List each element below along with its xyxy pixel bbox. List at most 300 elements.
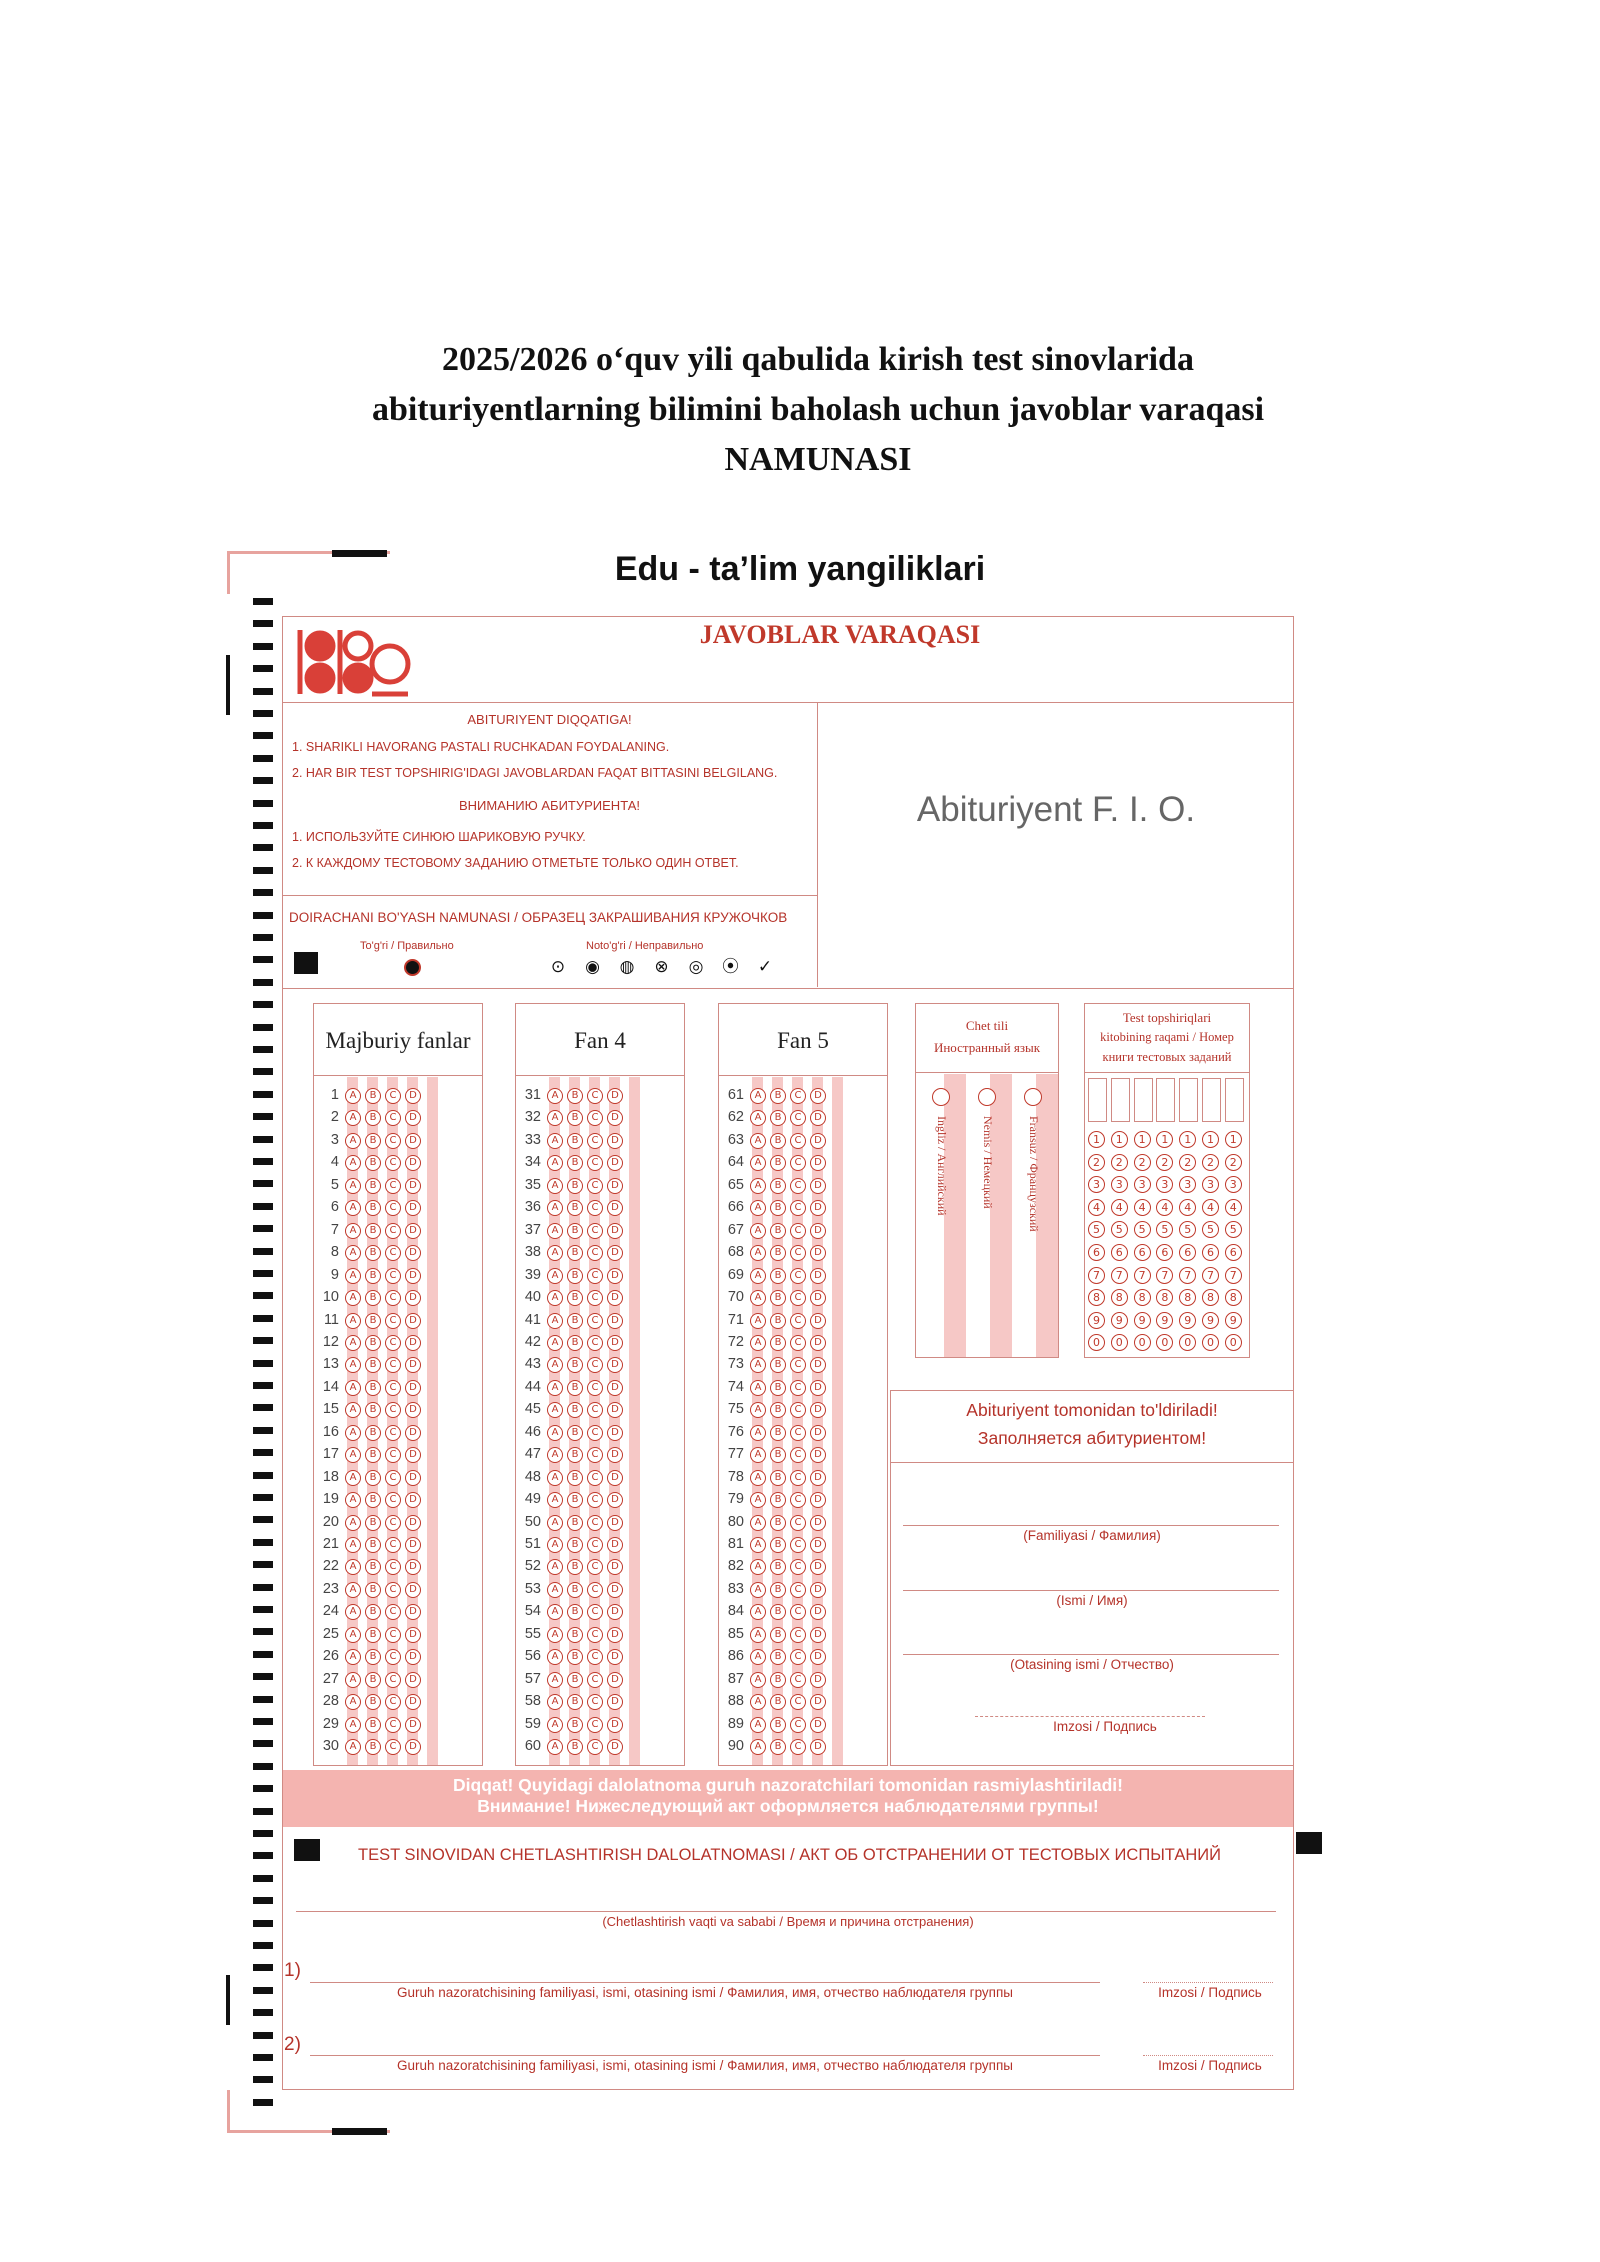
- book-digit-bubble[interactable]: 9: [1225, 1312, 1242, 1329]
- answer-bubble[interactable]: C: [587, 1313, 603, 1329]
- answer-bubble[interactable]: D: [607, 1537, 623, 1553]
- answer-bubble[interactable]: C: [587, 1717, 603, 1733]
- answer-bubble[interactable]: D: [810, 1470, 826, 1486]
- answer-bubble[interactable]: B: [567, 1155, 583, 1171]
- answer-bubble[interactable]: A: [750, 1088, 766, 1104]
- answer-bubble[interactable]: D: [810, 1335, 826, 1351]
- answer-bubble[interactable]: D: [405, 1155, 421, 1171]
- answer-bubble[interactable]: A: [750, 1178, 766, 1194]
- answer-bubble[interactable]: B: [567, 1559, 583, 1575]
- answer-bubble[interactable]: B: [770, 1492, 786, 1508]
- book-digit-bubble[interactable]: 6: [1111, 1244, 1128, 1261]
- book-digit-bubble[interactable]: 9: [1088, 1312, 1105, 1329]
- answer-bubble[interactable]: B: [567, 1604, 583, 1620]
- book-digit-bubble[interactable]: 0: [1156, 1334, 1173, 1351]
- answer-bubble[interactable]: D: [405, 1447, 421, 1463]
- book-digit-bubble[interactable]: 2: [1202, 1154, 1219, 1171]
- answer-bubble[interactable]: B: [567, 1223, 583, 1239]
- answer-bubble[interactable]: C: [790, 1380, 806, 1396]
- answer-bubble[interactable]: A: [750, 1110, 766, 1126]
- answer-bubble[interactable]: D: [607, 1582, 623, 1598]
- answer-bubble[interactable]: A: [750, 1223, 766, 1239]
- answer-bubble[interactable]: D: [810, 1515, 826, 1531]
- answer-bubble[interactable]: D: [810, 1268, 826, 1284]
- answer-bubble[interactable]: C: [587, 1492, 603, 1508]
- answer-bubble[interactable]: A: [345, 1627, 361, 1643]
- answer-bubble[interactable]: B: [770, 1110, 786, 1126]
- name-line[interactable]: [903, 1590, 1279, 1591]
- answer-bubble[interactable]: A: [547, 1357, 563, 1373]
- answer-bubble[interactable]: B: [770, 1582, 786, 1598]
- answer-bubble[interactable]: B: [567, 1245, 583, 1261]
- book-digit-bubble[interactable]: 0: [1179, 1334, 1196, 1351]
- answer-bubble[interactable]: B: [567, 1200, 583, 1216]
- answer-bubble[interactable]: A: [750, 1604, 766, 1620]
- answer-bubble[interactable]: C: [385, 1290, 401, 1306]
- answer-bubble[interactable]: A: [345, 1604, 361, 1620]
- answer-bubble[interactable]: A: [345, 1088, 361, 1104]
- observer-1-line[interactable]: [310, 1982, 1100, 1983]
- answer-bubble[interactable]: B: [770, 1133, 786, 1149]
- answer-bubble[interactable]: D: [607, 1155, 623, 1171]
- answer-bubble[interactable]: D: [405, 1739, 421, 1755]
- book-digit-bubble[interactable]: 1: [1156, 1131, 1173, 1148]
- answer-bubble[interactable]: A: [547, 1739, 563, 1755]
- answer-bubble[interactable]: A: [547, 1492, 563, 1508]
- answer-bubble[interactable]: C: [385, 1200, 401, 1216]
- answer-bubble[interactable]: C: [385, 1380, 401, 1396]
- book-digit-cell[interactable]: [1202, 1078, 1221, 1122]
- answer-bubble[interactable]: D: [405, 1627, 421, 1643]
- answer-bubble[interactable]: C: [385, 1537, 401, 1553]
- answer-bubble[interactable]: D: [405, 1537, 421, 1553]
- answer-bubble[interactable]: D: [810, 1604, 826, 1620]
- book-digit-bubble[interactable]: 4: [1134, 1199, 1151, 1216]
- answer-bubble[interactable]: A: [547, 1290, 563, 1306]
- observer-2-sign-line[interactable]: [1143, 2055, 1273, 2056]
- book-digit-bubble[interactable]: 7: [1225, 1267, 1242, 1284]
- answer-bubble[interactable]: D: [405, 1313, 421, 1329]
- book-digit-cell[interactable]: [1156, 1078, 1175, 1122]
- answer-bubble[interactable]: B: [770, 1245, 786, 1261]
- answer-bubble[interactable]: D: [405, 1470, 421, 1486]
- answer-bubble[interactable]: D: [607, 1447, 623, 1463]
- answer-bubble[interactable]: A: [547, 1200, 563, 1216]
- answer-bubble[interactable]: B: [365, 1470, 381, 1486]
- book-digit-bubble[interactable]: 7: [1179, 1267, 1196, 1284]
- answer-bubble[interactable]: A: [345, 1672, 361, 1688]
- answer-bubble[interactable]: B: [567, 1492, 583, 1508]
- answer-bubble[interactable]: A: [345, 1447, 361, 1463]
- answer-bubble[interactable]: B: [365, 1649, 381, 1665]
- answer-bubble[interactable]: B: [770, 1447, 786, 1463]
- book-digit-bubble[interactable]: 0: [1111, 1334, 1128, 1351]
- answer-bubble[interactable]: B: [567, 1537, 583, 1553]
- answer-bubble[interactable]: B: [770, 1223, 786, 1239]
- answer-bubble[interactable]: B: [770, 1290, 786, 1306]
- answer-bubble[interactable]: C: [385, 1470, 401, 1486]
- answer-bubble[interactable]: C: [790, 1155, 806, 1171]
- answer-bubble[interactable]: A: [547, 1313, 563, 1329]
- answer-bubble[interactable]: D: [405, 1402, 421, 1418]
- answer-bubble[interactable]: D: [607, 1268, 623, 1284]
- answer-bubble[interactable]: D: [810, 1110, 826, 1126]
- answer-bubble[interactable]: B: [365, 1627, 381, 1643]
- answer-bubble[interactable]: B: [365, 1335, 381, 1351]
- answer-bubble[interactable]: A: [547, 1245, 563, 1261]
- answer-bubble[interactable]: C: [790, 1335, 806, 1351]
- book-digit-bubble[interactable]: 6: [1156, 1244, 1173, 1261]
- answer-bubble[interactable]: D: [810, 1200, 826, 1216]
- answer-bubble[interactable]: B: [365, 1110, 381, 1126]
- answer-bubble[interactable]: D: [405, 1133, 421, 1149]
- book-digit-bubble[interactable]: 5: [1134, 1221, 1151, 1238]
- answer-bubble[interactable]: A: [547, 1717, 563, 1733]
- answer-bubble[interactable]: B: [365, 1604, 381, 1620]
- answer-bubble[interactable]: D: [405, 1604, 421, 1620]
- answer-bubble[interactable]: B: [567, 1357, 583, 1373]
- answer-bubble[interactable]: C: [790, 1604, 806, 1620]
- answer-bubble[interactable]: D: [607, 1604, 623, 1620]
- answer-bubble[interactable]: A: [345, 1178, 361, 1194]
- answer-bubble[interactable]: D: [405, 1425, 421, 1441]
- answer-bubble[interactable]: B: [770, 1627, 786, 1643]
- answer-bubble[interactable]: A: [345, 1110, 361, 1126]
- book-digit-bubble[interactable]: 3: [1088, 1176, 1105, 1193]
- answer-bubble[interactable]: C: [587, 1515, 603, 1531]
- answer-bubble[interactable]: A: [750, 1717, 766, 1733]
- answer-bubble[interactable]: C: [385, 1223, 401, 1239]
- language-bubble[interactable]: [932, 1088, 950, 1106]
- answer-bubble[interactable]: D: [405, 1694, 421, 1710]
- answer-bubble[interactable]: D: [810, 1694, 826, 1710]
- answer-bubble[interactable]: A: [345, 1133, 361, 1149]
- answer-bubble[interactable]: B: [567, 1470, 583, 1486]
- answer-bubble[interactable]: A: [345, 1380, 361, 1396]
- book-digit-bubble[interactable]: 9: [1134, 1312, 1151, 1329]
- answer-bubble[interactable]: D: [810, 1559, 826, 1575]
- answer-bubble[interactable]: D: [405, 1582, 421, 1598]
- answer-bubble[interactable]: A: [345, 1290, 361, 1306]
- answer-bubble[interactable]: B: [770, 1559, 786, 1575]
- book-digit-bubble[interactable]: 1: [1202, 1131, 1219, 1148]
- answer-bubble[interactable]: A: [345, 1200, 361, 1216]
- answer-bubble[interactable]: D: [405, 1492, 421, 1508]
- answer-bubble[interactable]: B: [567, 1425, 583, 1441]
- answer-bubble[interactable]: B: [567, 1380, 583, 1396]
- answer-bubble[interactable]: B: [770, 1672, 786, 1688]
- answer-bubble[interactable]: B: [770, 1402, 786, 1418]
- answer-bubble[interactable]: C: [385, 1559, 401, 1575]
- answer-bubble[interactable]: A: [345, 1515, 361, 1531]
- answer-bubble[interactable]: B: [365, 1223, 381, 1239]
- book-digit-bubble[interactable]: 2: [1156, 1154, 1173, 1171]
- answer-bubble[interactable]: C: [587, 1627, 603, 1643]
- book-digit-bubble[interactable]: 4: [1156, 1199, 1173, 1216]
- book-digit-bubble[interactable]: 7: [1202, 1267, 1219, 1284]
- answer-bubble[interactable]: D: [810, 1717, 826, 1733]
- answer-bubble[interactable]: A: [345, 1313, 361, 1329]
- answer-bubble[interactable]: A: [750, 1357, 766, 1373]
- book-digit-bubble[interactable]: 3: [1202, 1176, 1219, 1193]
- answer-bubble[interactable]: A: [345, 1268, 361, 1284]
- answer-bubble[interactable]: C: [385, 1604, 401, 1620]
- answer-bubble[interactable]: A: [547, 1672, 563, 1688]
- answer-bubble[interactable]: B: [365, 1155, 381, 1171]
- answer-bubble[interactable]: B: [567, 1133, 583, 1149]
- answer-bubble[interactable]: C: [790, 1492, 806, 1508]
- book-digit-bubble[interactable]: 1: [1179, 1131, 1196, 1148]
- answer-bubble[interactable]: A: [547, 1133, 563, 1149]
- answer-bubble[interactable]: C: [385, 1515, 401, 1531]
- book-digit-bubble[interactable]: 4: [1202, 1199, 1219, 1216]
- answer-bubble[interactable]: C: [587, 1290, 603, 1306]
- answer-bubble[interactable]: C: [385, 1627, 401, 1643]
- answer-bubble[interactable]: B: [770, 1717, 786, 1733]
- answer-bubble[interactable]: D: [810, 1290, 826, 1306]
- answer-bubble[interactable]: A: [750, 1672, 766, 1688]
- answer-bubble[interactable]: D: [607, 1649, 623, 1665]
- answer-bubble[interactable]: B: [567, 1335, 583, 1351]
- answer-bubble[interactable]: C: [587, 1245, 603, 1261]
- answer-bubble[interactable]: D: [810, 1425, 826, 1441]
- observer-1-sign-line[interactable]: [1143, 1982, 1273, 1983]
- answer-bubble[interactable]: C: [385, 1447, 401, 1463]
- answer-bubble[interactable]: B: [365, 1380, 381, 1396]
- language-bubble[interactable]: [1024, 1088, 1042, 1106]
- answer-bubble[interactable]: B: [365, 1313, 381, 1329]
- reason-line[interactable]: [296, 1911, 1276, 1912]
- answer-bubble[interactable]: B: [365, 1357, 381, 1373]
- answer-bubble[interactable]: D: [607, 1178, 623, 1194]
- answer-bubble[interactable]: D: [607, 1694, 623, 1710]
- book-digit-bubble[interactable]: 2: [1111, 1154, 1128, 1171]
- book-digit-bubble[interactable]: 6: [1088, 1244, 1105, 1261]
- answer-bubble[interactable]: C: [587, 1537, 603, 1553]
- answer-bubble[interactable]: C: [790, 1178, 806, 1194]
- answer-bubble[interactable]: A: [750, 1245, 766, 1261]
- answer-bubble[interactable]: D: [810, 1537, 826, 1553]
- answer-bubble[interactable]: D: [607, 1627, 623, 1643]
- answer-bubble[interactable]: C: [385, 1492, 401, 1508]
- answer-bubble[interactable]: C: [587, 1425, 603, 1441]
- book-digit-bubble[interactable]: 3: [1156, 1176, 1173, 1193]
- answer-bubble[interactable]: D: [810, 1223, 826, 1239]
- answer-bubble[interactable]: B: [770, 1178, 786, 1194]
- answer-bubble[interactable]: B: [365, 1133, 381, 1149]
- answer-bubble[interactable]: A: [750, 1627, 766, 1643]
- book-digit-bubble[interactable]: 2: [1179, 1154, 1196, 1171]
- answer-bubble[interactable]: B: [365, 1537, 381, 1553]
- answer-bubble[interactable]: B: [770, 1694, 786, 1710]
- answer-bubble[interactable]: C: [385, 1178, 401, 1194]
- answer-bubble[interactable]: D: [810, 1245, 826, 1261]
- book-digit-bubble[interactable]: 1: [1111, 1131, 1128, 1148]
- answer-bubble[interactable]: C: [790, 1313, 806, 1329]
- answer-bubble[interactable]: B: [365, 1515, 381, 1531]
- answer-bubble[interactable]: C: [790, 1627, 806, 1643]
- answer-bubble[interactable]: A: [345, 1559, 361, 1575]
- answer-bubble[interactable]: A: [547, 1604, 563, 1620]
- answer-bubble[interactable]: C: [385, 1110, 401, 1126]
- book-digit-bubble[interactable]: 8: [1225, 1289, 1242, 1306]
- answer-bubble[interactable]: A: [345, 1492, 361, 1508]
- book-digit-bubble[interactable]: 7: [1111, 1267, 1128, 1284]
- answer-bubble[interactable]: D: [607, 1492, 623, 1508]
- answer-bubble[interactable]: D: [810, 1672, 826, 1688]
- answer-bubble[interactable]: C: [587, 1649, 603, 1665]
- answer-bubble[interactable]: B: [770, 1649, 786, 1665]
- answer-bubble[interactable]: B: [567, 1178, 583, 1194]
- answer-bubble[interactable]: D: [405, 1672, 421, 1688]
- answer-bubble[interactable]: A: [547, 1335, 563, 1351]
- answer-bubble[interactable]: C: [790, 1133, 806, 1149]
- answer-bubble[interactable]: C: [385, 1268, 401, 1284]
- answer-bubble[interactable]: B: [567, 1672, 583, 1688]
- answer-bubble[interactable]: B: [365, 1290, 381, 1306]
- signature-line[interactable]: [975, 1716, 1205, 1717]
- book-digit-bubble[interactable]: 0: [1134, 1334, 1151, 1351]
- answer-bubble[interactable]: C: [587, 1582, 603, 1598]
- answer-bubble[interactable]: A: [547, 1380, 563, 1396]
- answer-bubble[interactable]: D: [607, 1470, 623, 1486]
- answer-bubble[interactable]: C: [790, 1357, 806, 1373]
- book-digit-bubble[interactable]: 4: [1225, 1199, 1242, 1216]
- answer-bubble[interactable]: A: [750, 1380, 766, 1396]
- book-digit-bubble[interactable]: 8: [1088, 1289, 1105, 1306]
- answer-bubble[interactable]: B: [770, 1425, 786, 1441]
- book-digit-bubble[interactable]: 6: [1202, 1244, 1219, 1261]
- answer-bubble[interactable]: C: [587, 1559, 603, 1575]
- answer-bubble[interactable]: D: [405, 1268, 421, 1284]
- answer-bubble[interactable]: D: [607, 1110, 623, 1126]
- answer-bubble[interactable]: C: [385, 1717, 401, 1733]
- book-digit-bubble[interactable]: 5: [1202, 1221, 1219, 1238]
- answer-bubble[interactable]: B: [365, 1582, 381, 1598]
- answer-bubble[interactable]: C: [790, 1290, 806, 1306]
- answer-bubble[interactable]: A: [750, 1649, 766, 1665]
- patronymic-line[interactable]: [903, 1654, 1279, 1655]
- book-digit-cell[interactable]: [1134, 1078, 1153, 1122]
- answer-bubble[interactable]: D: [405, 1717, 421, 1733]
- answer-bubble[interactable]: B: [567, 1447, 583, 1463]
- answer-bubble[interactable]: B: [365, 1739, 381, 1755]
- answer-bubble[interactable]: A: [547, 1402, 563, 1418]
- answer-bubble[interactable]: B: [365, 1492, 381, 1508]
- answer-bubble[interactable]: D: [810, 1492, 826, 1508]
- answer-bubble[interactable]: A: [750, 1200, 766, 1216]
- book-digit-bubble[interactable]: 9: [1202, 1312, 1219, 1329]
- book-digit-bubble[interactable]: 8: [1134, 1289, 1151, 1306]
- answer-bubble[interactable]: D: [607, 1559, 623, 1575]
- answer-bubble[interactable]: A: [750, 1425, 766, 1441]
- answer-bubble[interactable]: C: [587, 1447, 603, 1463]
- answer-bubble[interactable]: A: [345, 1582, 361, 1598]
- book-digit-bubble[interactable]: 6: [1225, 1244, 1242, 1261]
- answer-bubble[interactable]: D: [810, 1357, 826, 1373]
- answer-bubble[interactable]: C: [587, 1470, 603, 1486]
- answer-bubble[interactable]: C: [790, 1717, 806, 1733]
- answer-bubble[interactable]: A: [750, 1739, 766, 1755]
- answer-bubble[interactable]: D: [607, 1223, 623, 1239]
- answer-bubble[interactable]: B: [567, 1694, 583, 1710]
- answer-bubble[interactable]: A: [547, 1447, 563, 1463]
- answer-bubble[interactable]: A: [345, 1155, 361, 1171]
- book-digit-bubble[interactable]: 4: [1179, 1199, 1196, 1216]
- answer-bubble[interactable]: B: [365, 1268, 381, 1284]
- answer-bubble[interactable]: C: [790, 1470, 806, 1486]
- book-digit-bubble[interactable]: 0: [1225, 1334, 1242, 1351]
- answer-bubble[interactable]: C: [385, 1133, 401, 1149]
- answer-bubble[interactable]: C: [587, 1380, 603, 1396]
- answer-bubble[interactable]: D: [405, 1649, 421, 1665]
- answer-bubble[interactable]: A: [345, 1335, 361, 1351]
- answer-bubble[interactable]: C: [587, 1155, 603, 1171]
- book-digit-bubble[interactable]: 7: [1134, 1267, 1151, 1284]
- answer-bubble[interactable]: D: [405, 1223, 421, 1239]
- book-digit-bubble[interactable]: 8: [1202, 1289, 1219, 1306]
- answer-bubble[interactable]: C: [385, 1672, 401, 1688]
- book-digit-bubble[interactable]: 5: [1225, 1221, 1242, 1238]
- answer-bubble[interactable]: D: [405, 1178, 421, 1194]
- answer-bubble[interactable]: A: [750, 1268, 766, 1284]
- answer-bubble[interactable]: C: [385, 1357, 401, 1373]
- answer-bubble[interactable]: C: [790, 1268, 806, 1284]
- surname-line[interactable]: [903, 1525, 1279, 1526]
- answer-bubble[interactable]: A: [345, 1402, 361, 1418]
- answer-bubble[interactable]: A: [547, 1627, 563, 1643]
- answer-bubble[interactable]: C: [385, 1088, 401, 1104]
- book-digit-bubble[interactable]: 3: [1134, 1176, 1151, 1193]
- answer-bubble[interactable]: D: [607, 1672, 623, 1688]
- answer-bubble[interactable]: B: [567, 1739, 583, 1755]
- answer-bubble[interactable]: A: [345, 1649, 361, 1665]
- answer-bubble[interactable]: A: [547, 1582, 563, 1598]
- answer-bubble[interactable]: A: [345, 1245, 361, 1261]
- answer-bubble[interactable]: A: [547, 1088, 563, 1104]
- answer-bubble[interactable]: B: [770, 1200, 786, 1216]
- answer-bubble[interactable]: A: [547, 1694, 563, 1710]
- answer-bubble[interactable]: C: [790, 1537, 806, 1553]
- answer-bubble[interactable]: C: [587, 1133, 603, 1149]
- answer-bubble[interactable]: A: [345, 1537, 361, 1553]
- answer-bubble[interactable]: C: [587, 1672, 603, 1688]
- answer-bubble[interactable]: C: [790, 1245, 806, 1261]
- book-digit-bubble[interactable]: 8: [1179, 1289, 1196, 1306]
- answer-bubble[interactable]: B: [770, 1357, 786, 1373]
- answer-bubble[interactable]: C: [587, 1110, 603, 1126]
- answer-bubble[interactable]: D: [607, 1133, 623, 1149]
- book-digit-bubble[interactable]: 2: [1088, 1154, 1105, 1171]
- answer-bubble[interactable]: D: [405, 1335, 421, 1351]
- answer-bubble[interactable]: A: [547, 1110, 563, 1126]
- answer-bubble[interactable]: C: [587, 1604, 603, 1620]
- answer-bubble[interactable]: B: [567, 1268, 583, 1284]
- answer-bubble[interactable]: C: [587, 1268, 603, 1284]
- answer-bubble[interactable]: B: [770, 1515, 786, 1531]
- answer-bubble[interactable]: A: [750, 1559, 766, 1575]
- book-digit-bubble[interactable]: 2: [1134, 1154, 1151, 1171]
- answer-bubble[interactable]: D: [607, 1313, 623, 1329]
- answer-bubble[interactable]: A: [345, 1425, 361, 1441]
- book-digit-bubble[interactable]: 9: [1156, 1312, 1173, 1329]
- answer-bubble[interactable]: C: [790, 1088, 806, 1104]
- answer-bubble[interactable]: A: [750, 1492, 766, 1508]
- answer-bubble[interactable]: C: [790, 1559, 806, 1575]
- answer-bubble[interactable]: A: [345, 1717, 361, 1733]
- answer-bubble[interactable]: C: [790, 1694, 806, 1710]
- answer-bubble[interactable]: D: [607, 1402, 623, 1418]
